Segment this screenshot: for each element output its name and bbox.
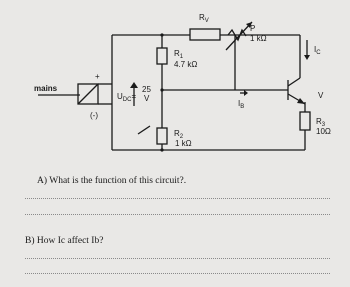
mains-label: mains	[34, 84, 58, 93]
udc-value: 25	[142, 85, 151, 94]
udc-unit: V	[144, 94, 150, 103]
p-name: P	[250, 24, 256, 33]
plus-label: +	[95, 72, 100, 81]
ib-label: $I_B$	[238, 99, 245, 110]
r2-value: 1 kΩ	[175, 139, 192, 148]
ic-arrow-head	[304, 55, 310, 60]
junction-bottom	[160, 148, 163, 151]
v-label: V	[318, 91, 324, 100]
junction-mid	[160, 88, 163, 91]
emitter-arrow-head	[297, 98, 305, 104]
r1-name: $R_1$	[174, 49, 184, 60]
r3-value: 10Ω	[316, 127, 331, 136]
rectifier-diagonal	[78, 84, 98, 104]
r1-resistor	[157, 48, 167, 64]
junction-top	[160, 33, 163, 36]
r3-name: $R_3$	[316, 117, 326, 128]
answer-line-b1	[25, 258, 330, 259]
transistor-collector	[288, 78, 300, 86]
diagonal-tick	[138, 126, 150, 134]
answer-line-a2	[25, 214, 330, 215]
answer-line-a1	[25, 198, 330, 199]
rv-resistor	[190, 29, 220, 40]
r2-name: $R_2$	[174, 129, 184, 140]
voltage-arrow-head	[130, 82, 138, 88]
ib-arrow-head	[244, 90, 248, 96]
r3-resistor	[300, 112, 310, 130]
rv-name: $R_V$	[199, 13, 209, 24]
r2-resistor	[157, 128, 167, 144]
p-value: 1 kΩ	[250, 34, 267, 43]
ic-label: $I_C$	[314, 45, 321, 56]
udc-label: $U_{DC}=$	[117, 92, 137, 103]
question-a: A) What is the function of this circuit?.	[37, 176, 187, 186]
question-b: B) How Ic affect Ib?	[25, 236, 104, 246]
answer-line-b2	[25, 273, 330, 274]
minus-label: (-)	[90, 111, 98, 120]
r1-value: 4.7 kΩ	[174, 60, 198, 69]
potentiometer-arrow	[226, 22, 252, 50]
